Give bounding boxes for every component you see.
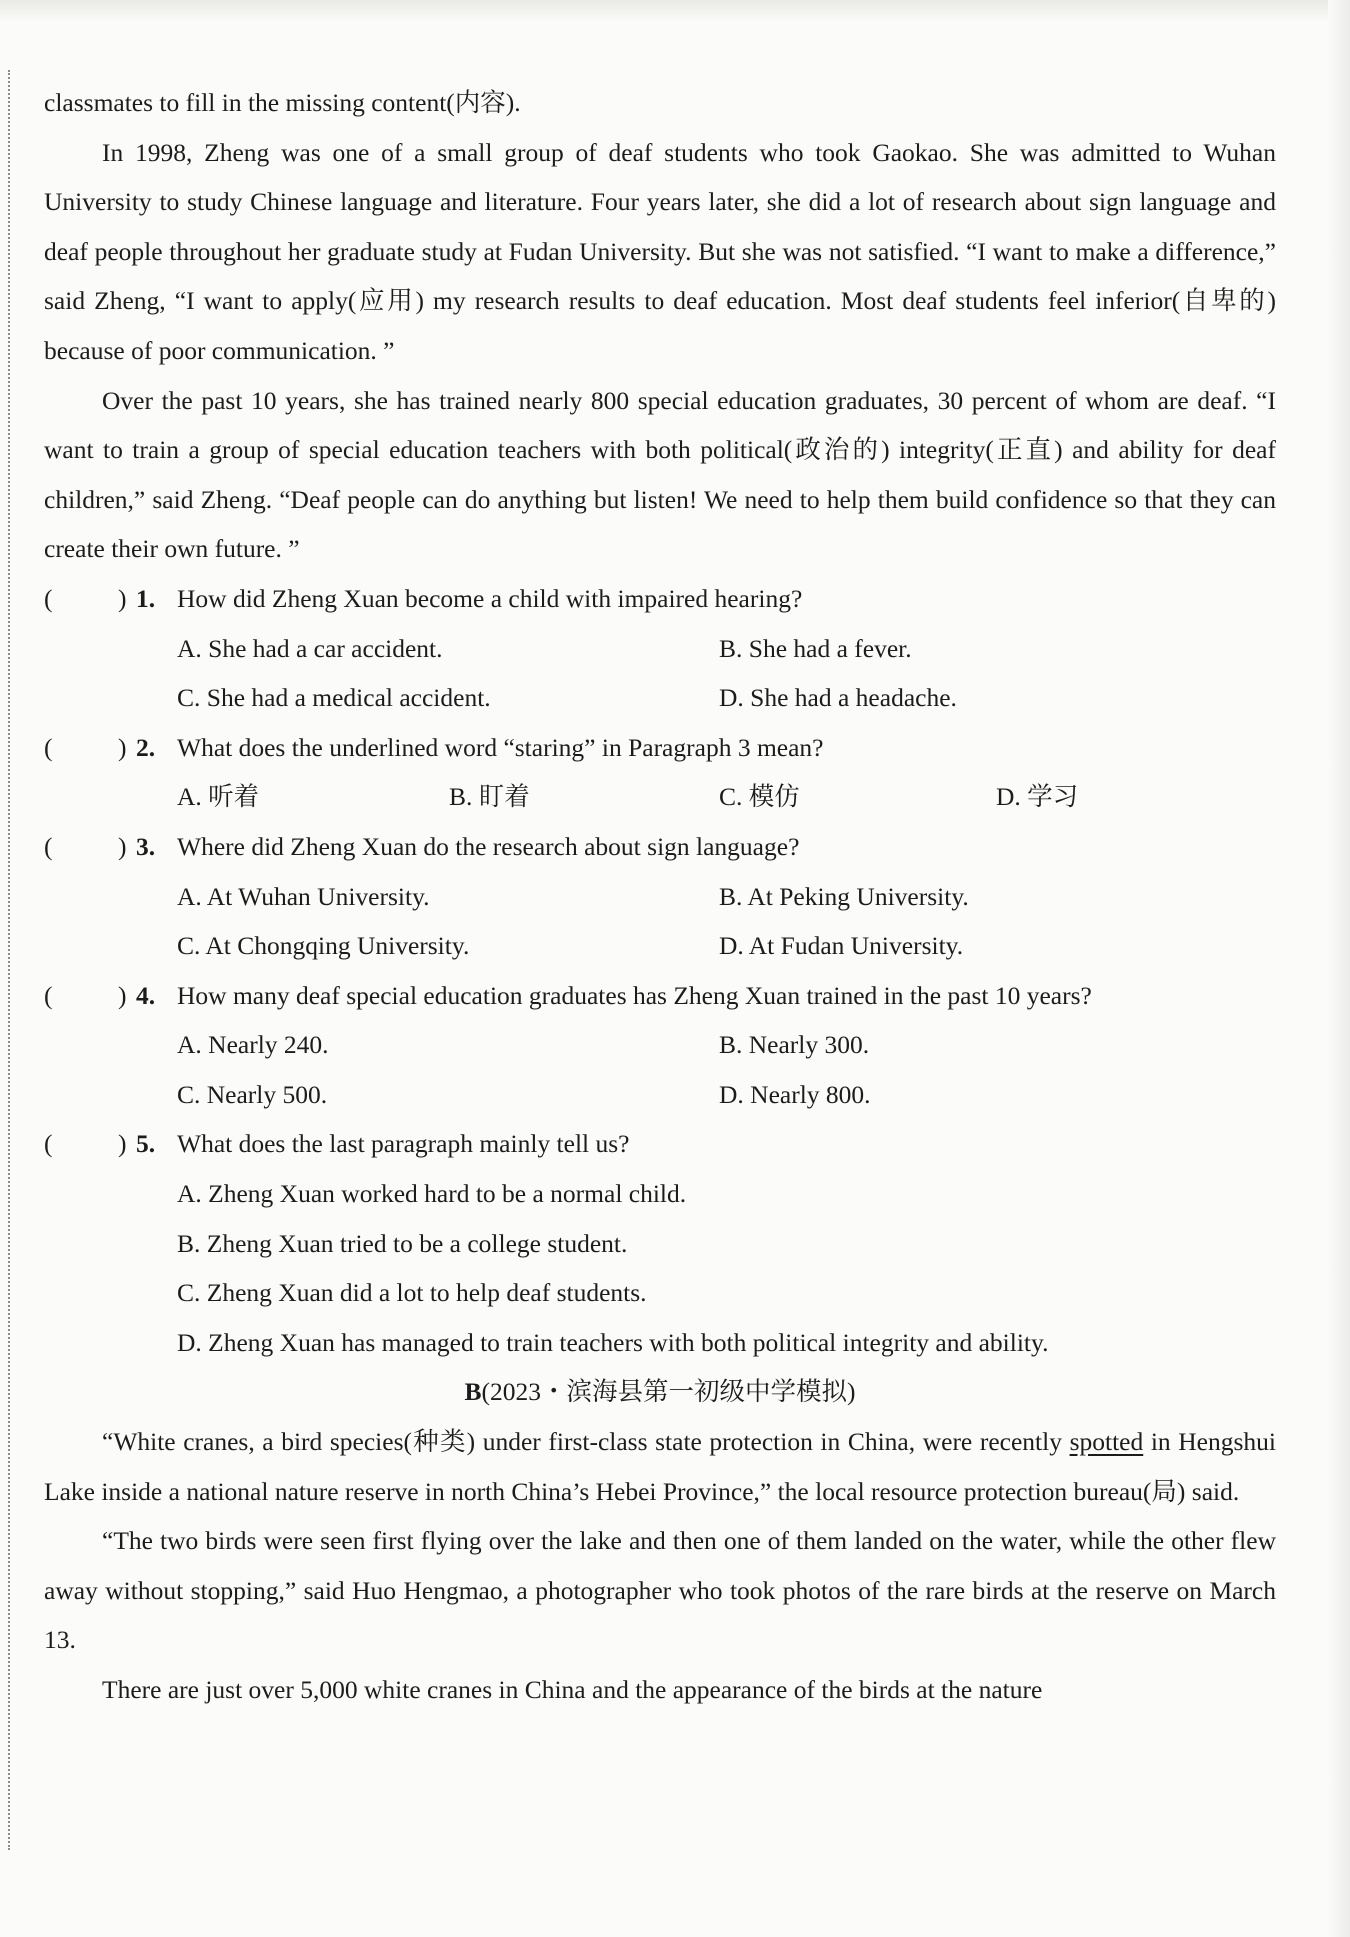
question-text: Where did Zheng Xuan do the research about sign language? [177, 831, 800, 861]
option-row [44, 872, 1276, 922]
option-c: C. Zheng Xuan did a lot to help deaf students. [177, 1278, 647, 1308]
question-3 [44, 822, 1276, 971]
passage-b-paragraph-1 [44, 1417, 1276, 1516]
answer-bracket-close: ) [118, 980, 127, 1010]
question-stem [44, 822, 1276, 872]
passage-a-continuation: classmates to fill in the missing content(内容). [44, 88, 521, 117]
answer-bracket-open: ( [44, 1129, 53, 1159]
answer-bracket-close: ) [118, 831, 127, 861]
option-a: A. 听着 [177, 782, 260, 812]
option-a: A. Zheng Xuan worked hard to be a normal child. [177, 1179, 687, 1209]
option-row [44, 772, 1276, 822]
answer-bracket-open: ( [44, 583, 53, 613]
option-row [44, 1070, 1276, 1120]
question-stem [44, 574, 1276, 624]
passage-b-paragraph-2: “The two birds were seen first flying over the lake and then one of them landed on the water, while the other flew away without stopping,” said Huo Hengmao, a photographer who took photos of the rare birds at the reserve on March 13. [44, 1526, 1276, 1655]
question-4 [44, 971, 1276, 1120]
page-content [44, 78, 1276, 1715]
option-b: B. Nearly 300. [719, 1030, 870, 1060]
option-d: D. At Fudan University. [719, 931, 964, 961]
answer-bracket-close: ) [118, 732, 127, 762]
passage-b-label: B [464, 1377, 482, 1407]
passage-a-paragraph-past-10-years: Over the past 10 years, she has trained nearly 800 special education graduates, 30 percent of whom are deaf. “I want to train a group of special education teachers with both political(政治的) integrity(正直) and ability for deaf children,” said Zheng. “Deaf people can do anything but listen! We need to help them build confidence so that they can create their own future. ” [44, 385, 1276, 564]
option-c: C. 模仿 [719, 782, 800, 812]
question-1 [44, 574, 1276, 723]
option-row [44, 673, 1276, 723]
passage-b-p1-before: “White cranes, a bird species(种类) under first-class state protection in China, were recently [102, 1427, 1070, 1457]
option-row [44, 1020, 1276, 1070]
option-b: B. 盯着 [449, 782, 530, 812]
answer-bracket-open: ( [44, 980, 53, 1010]
answer-bracket-open: ( [44, 831, 53, 861]
option-row [44, 624, 1276, 674]
question-2 [44, 723, 1276, 822]
answer-bracket-close: ) [118, 1129, 127, 1159]
option-c: C. She had a medical accident. [177, 683, 491, 713]
question-text: What does the underlined word “staring” in Paragraph 3 mean? [177, 732, 824, 762]
question-number: 4. [136, 980, 156, 1010]
passage-b-p1-after: in Hengshui Lake inside a national nature reserve in north China’s Hebei Province,” the local resource protection bureau(局) said. [44, 1427, 1276, 1506]
passage-b-paragraph-3: There are just over 5,000 white cranes in China and the appearance of the birds at the nature [102, 1675, 1043, 1704]
option-c: C. At Chongqing University. [177, 931, 470, 961]
option-d: D. 学习 [996, 782, 1079, 812]
question-text: How many deaf special education graduates has Zheng Xuan trained in the past 10 years? [177, 980, 1092, 1010]
top-edge-shadow [0, 0, 1350, 22]
answer-bracket-open: ( [44, 732, 53, 762]
option-a: A. At Wuhan University. [177, 881, 430, 911]
option-a: A. Nearly 240. [177, 1030, 329, 1060]
binding-dotted-line [8, 70, 10, 1850]
option-a: A. She had a car accident. [177, 633, 443, 663]
option-d: D. She had a headache. [719, 683, 957, 713]
question-number: 5. [136, 1129, 156, 1159]
option-row [44, 921, 1276, 971]
right-edge-shadow [1328, 0, 1350, 1937]
question-5 [44, 1119, 1276, 1367]
option-b: B. She had a fever. [719, 633, 912, 663]
underlined-word-spotted: spotted [1069, 1427, 1144, 1457]
passage-a-paragraph-1998: In 1998, Zheng was one of a small group of deaf students who took Gaokao. She was admitted to Wuhan University to study Chinese language and literature. Four years later, she did a lot of research about sign language and deaf people throughout her graduate study at Fudan University. But she was not satisfied. “I want to make a difference,” said Zheng, “I want to apply(应用) my research results to deaf education. Most deaf students feel inferior(自卑的) because of poor communication. ” [44, 137, 1276, 365]
option-b: B. At Peking University. [719, 881, 969, 911]
question-stem [44, 971, 1276, 1021]
passage-b-source: (2023・滨海县第一初级中学模拟) [481, 1377, 856, 1407]
option-d: D. Zheng Xuan has managed to train teachers with both political integrity and ability. [177, 1327, 1049, 1357]
question-stem [44, 723, 1276, 773]
question-text: What does the last paragraph mainly tell us? [177, 1129, 630, 1159]
question-stem [44, 1119, 1276, 1169]
option-c: C. Nearly 500. [177, 1079, 328, 1109]
option-d: D. Nearly 800. [719, 1079, 871, 1109]
question-number: 3. [136, 831, 156, 861]
option-b: B. Zheng Xuan tried to be a college student. [177, 1228, 628, 1258]
question-text: How did Zheng Xuan become a child with impaired hearing? [177, 583, 803, 613]
question-number: 1. [136, 583, 156, 613]
passage-b-heading [44, 1367, 1276, 1417]
answer-bracket-close: ) [118, 583, 127, 613]
question-number: 2. [136, 732, 156, 762]
